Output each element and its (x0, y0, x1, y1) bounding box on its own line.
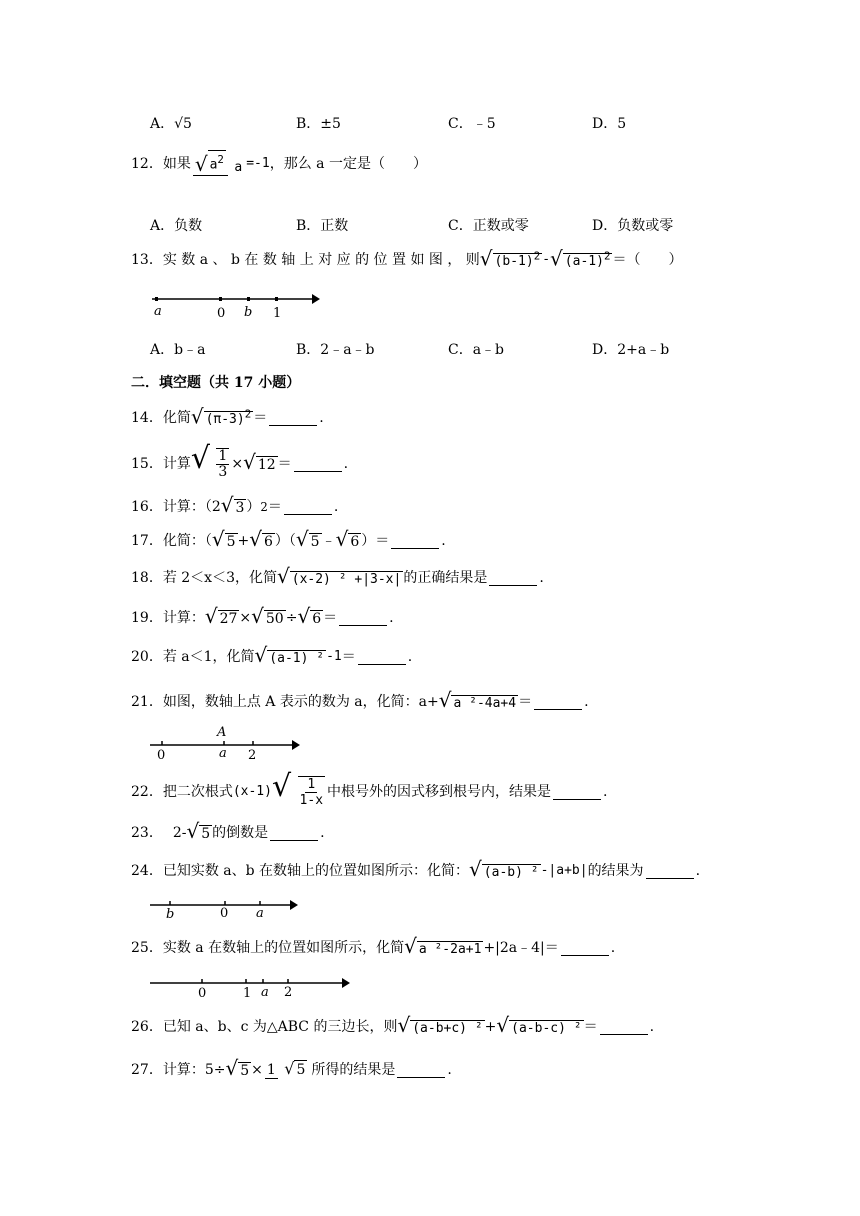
number-line-q21 (150, 738, 305, 752)
answer-blank (553, 785, 601, 800)
axis-label: A (217, 725, 227, 740)
q12-option-c: C．正数或零 (448, 218, 529, 234)
axis-label: 1 (243, 986, 252, 1001)
q12-option-b: B．正数 (296, 218, 349, 234)
q11-option-a: A．√5 (150, 116, 192, 132)
answer-blank (600, 1020, 648, 1035)
question-25: 25． 实数 a 在数轴上的位置如图所示，化简 √ a ²-2a+1 +|2a﹣4|＝ . (131, 934, 616, 958)
q13-option-b: B．2﹣a﹣b (296, 342, 375, 358)
radical: √ $(b-1)^2$ (479, 246, 541, 271)
axis-label: a (256, 906, 264, 921)
question-15: 15． 计算 √ $\frac{1}{3}$ × √ 12 ＝ . (131, 441, 349, 480)
answer-blank (646, 864, 694, 879)
answer-blank (391, 534, 439, 549)
axis-label: b (166, 907, 175, 922)
answer-blank (489, 571, 537, 586)
axis-label: 2 (248, 748, 257, 763)
answer-blank (284, 500, 332, 515)
question-20: 20． 若 a＜1，化简 √ (a-1) ² -1 ＝ . (131, 643, 413, 667)
axis-label: 2 (284, 985, 293, 1000)
question-12: 12． 如果 √ $a^2$ a =-1 ，那么 a 一定是（ ） (131, 150, 427, 178)
q13-option-c: C．a﹣b (448, 342, 505, 358)
question-number: 12． (131, 156, 163, 173)
axis-label: 1 (273, 306, 282, 321)
axis-label: a (154, 304, 162, 319)
q11-option-c: C．﹣5 (448, 116, 496, 132)
question-text: 如果 (162, 156, 191, 173)
answer-blank (358, 650, 406, 665)
answer-blank (269, 411, 317, 426)
question-23: 23． 2- √ 5 的倒数是 . (131, 819, 325, 843)
answer-blank (534, 695, 582, 710)
question-text: ，那么 a 一定是（ ） (269, 156, 427, 173)
question-26: 26． 已知 a、b、c 为△ABC 的三边长，则 √ (a-b+c) ² + √ (a-b-c) ² ＝ . (131, 1013, 655, 1037)
answer-blank (270, 826, 318, 841)
question-13: 13． 实 数 a 、 b 在 数 轴 上 对 应 的 位 置 如 图 ， 则 √ $(b-1)^2$ - √ $(a-1)^2$ ＝（ ） (131, 246, 683, 271)
answer-blank (561, 941, 609, 956)
section-title: 二．填空题（共 17 小题） (131, 375, 301, 391)
q12-option-a: A．负数 (150, 218, 203, 234)
fraction: √ $a^2$ a (193, 150, 244, 178)
question-22: 22． 把二次根式 (x-1) √ $\frac{1}{1-x}$ 中根号外的因式移到根号内，结果是 . (131, 769, 608, 808)
axis-label: b (244, 305, 253, 320)
answer-blank (294, 457, 342, 472)
q11-option-b: B．±5 (296, 116, 341, 132)
number-line-q13 (150, 292, 325, 308)
axis-label: 0 (157, 748, 166, 763)
number-line-q25 (150, 976, 355, 990)
question-21: 21． 如图，数轴上点 A 表示的数为 a，化简：a+ √ a ²-4a+4 ＝ . (131, 688, 589, 712)
axis-label: a (219, 746, 227, 761)
question-17: 17． 化简：（ √ 5 + √ 6 ）（ √ 5 ﹣ √ 6 ）＝ . (131, 527, 446, 551)
axis-label: 0 (217, 306, 226, 321)
question-14: 14． 化简 √ $(\pi-3)^2$ ＝ . (131, 404, 324, 429)
q11-option-d: D．5 (592, 116, 627, 132)
answer-blank (339, 611, 387, 626)
axis-label: 0 (198, 986, 207, 1001)
question-24: 24． 已知实数 a、b 在数轴上的位置如图所示：化简： √ (a-b) ² -|a+b| 的结果为 . (131, 857, 701, 881)
answer-blank (397, 1063, 445, 1078)
question-19: 19． 计算： √ 27 × √ 50 ÷ √ 6 ＝ . (131, 604, 394, 628)
question-27: 27． 计算：5÷ √ 5 × 1 √ 5 所得的结果是 . (131, 1056, 452, 1080)
question-18: 18． 若 2＜x＜3，化简 √ (x-2) ² +|3-x| 的正确结果是 . (131, 564, 544, 588)
axis-label: 0 (220, 906, 229, 921)
q13-option-d: D．2+a﹣b (592, 342, 670, 358)
question-16: 16． 计算：（2 √ 3 ） 2 ＝ . (131, 493, 339, 517)
q13-option-a: A．b﹣a (150, 342, 206, 358)
q12-option-d: D．负数或零 (592, 218, 674, 234)
radical: √ $(a-1)^2$ (550, 246, 611, 271)
axis-label: a (261, 985, 269, 1000)
